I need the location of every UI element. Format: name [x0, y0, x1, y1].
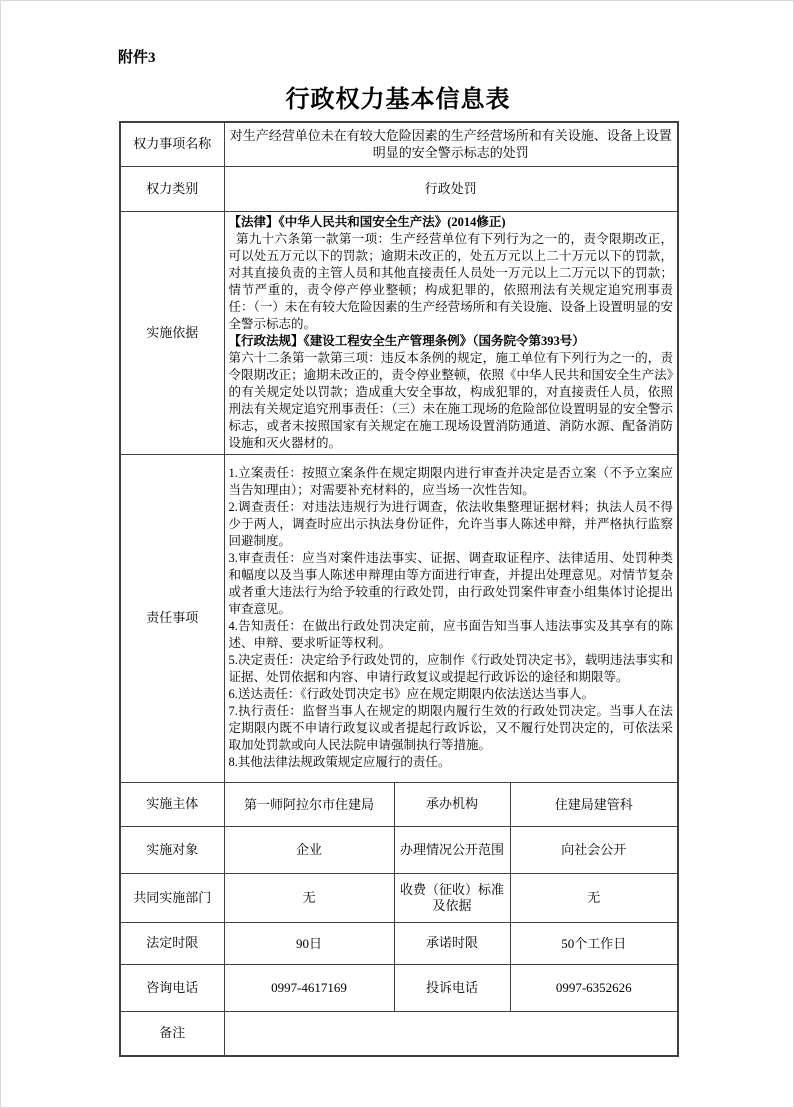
joint-departments-label: 共同实施部门 [120, 873, 224, 922]
promised-time-limit-label: 承诺时限 [394, 922, 510, 964]
power-category-value: 行政处罚 [224, 166, 678, 211]
responsibility-label: 责任事项 [120, 454, 224, 782]
statutory-time-limit-label: 法定时限 [120, 922, 224, 964]
fee-standard-label: 收费（征收）标准及依据 [394, 873, 510, 922]
power-name-row [120, 122, 678, 166]
regulation-heading: 【行政法规】《建设工程安全生产管理条例》（国务院令第393号） [228, 333, 585, 348]
undertaking-agency-value: 住建局建管科 [510, 782, 678, 826]
implementation-basis-value [224, 211, 678, 454]
implementation-target-label: 实施对象 [120, 826, 224, 873]
responsibility-item-1: 1.立案责任：按照立案条件在规定期限内进行审查并决定是否立案（不予立案应当告知理由）；对需要补充材料的，应当场一次性告知。 [228, 466, 674, 497]
complaint-phone-value: 0997-6352626 [510, 964, 678, 1011]
joint-departments-value: 无 [224, 873, 394, 922]
implementation-basis-row [120, 211, 678, 454]
consultation-phone-row [120, 964, 678, 1011]
responsibility-item-3: 3.审查责任：应当对案件违法事实、证据、调查取证程序、法律适用、处罚种类和幅度以及当事人陈述申辩理由等方面进行审查，并提出处理意见。对情节复杂或者重大违法行为给予较重的行政处罚，由行政处罚案件审查小组集体讨论提出审查意见。 [228, 551, 674, 616]
remark-label: 备注 [120, 1011, 224, 1056]
responsibility-row [120, 454, 678, 782]
responsibility-item-7: 7.执行责任：监督当事人在规定的期限内履行生效的行政处罚决定。当事人在法定期限内既不申请行政复议或者提起行政诉讼，又不履行处罚决定的，可依法采取加处罚款或向人民法院申请强制执行等措施。 [228, 704, 674, 752]
implementing-body-label: 实施主体 [120, 782, 224, 826]
disclosure-scope-label: 办理情况公开范围 [394, 826, 510, 873]
power-name-value: 对生产经营单位未在有较大危险因素的生产经营场所和有关设施、设备上设置明显的安全警示标志的处罚 [224, 122, 678, 166]
implementing-body-value: 第一师阿拉尔市住建局 [224, 782, 394, 826]
implementing-body-row [120, 782, 678, 826]
implementation-target-value: 企业 [224, 826, 394, 873]
implementation-basis-label: 实施依据 [120, 211, 224, 454]
implementation-target-row [120, 826, 678, 873]
power-category-row [120, 166, 678, 211]
power-category-label: 权力类别 [120, 166, 224, 211]
joint-departments-row [120, 873, 678, 922]
consultation-phone-value: 0997-4617169 [224, 964, 394, 1011]
statutory-time-limit-row [120, 922, 678, 964]
law-provision: 第九十六条第一款第一项：生产经营单位有下列行为之一的，责令限期改正，可以处五万元以下的罚款；逾期未改正的，处五万元以上二十万元以下的罚款，对其直接负责的主管人员和其他直接责任人员处一万元以上二万元以下的罚款；情节严重的，责令停产停业整顿；构成犯罪的，依照刑法有关规定追究刑事责任：（一）未在有较大危险因素的生产经营场所和有关设施、设备上设置明显的安全警示标志的。 [228, 231, 674, 331]
responsibility-item-5: 5.决定责任：决定给予行政处罚的，应制作《行政处罚决定书》，载明违法事实和证据、处罚依据和内容、申请行政复议或提起行政诉讼的途径和期限等。 [228, 653, 674, 684]
complaint-phone-label: 投诉电话 [394, 964, 510, 1011]
regulation-provision: 第六十二条第一款第三项：违反本条例的规定，施工单位有下列行为之一的，责令限期改正；逾期未改正的，责令停业整顿，依照《中华人民共和国安全生产法》的有关规定处以罚款；造成重大安全事故，构成犯罪的，对直接责任人员，依照刑法有关规定追究刑事责任：（三）未在施工现场的危险部位设置明显的安全警示标志，或者未按照国家有关规定在施工现场设置消防通道、消防水源、配备消防设施和灭火器材的。 [228, 350, 674, 450]
promised-time-limit-value: 50个工作日 [510, 922, 678, 964]
attachment-label: 附件3 [118, 50, 156, 66]
info-table [119, 121, 679, 1057]
fee-standard-value: 无 [510, 873, 678, 922]
consultation-phone-label: 咨询电话 [120, 964, 224, 1011]
responsibility-item-8: 8.其他法律法规政策规定应履行的责任。 [228, 755, 451, 769]
responsibility-item-6: 6.送达责任：《行政处罚决定书》应在规定期限内依法送达当事人。 [228, 687, 595, 701]
remark-value [224, 1011, 678, 1056]
responsibility-item-2: 2.调查责任：对违法违规行为进行调查，依法收集整理证据材料；执法人员不得少于两人，调查时应出示执法身份证件，允许当事人陈述申辩，并严格执行监察回避制度。 [228, 500, 674, 548]
law-heading: 【法律】《中华人民共和国安全生产法》(2014修正) [228, 214, 506, 229]
statutory-time-limit-value: 90日 [224, 922, 394, 964]
responsibility-item-4: 4.告知责任：在做出行政处罚决定前，应书面告知当事人违法事实及其享有的陈述、申辩、要求听证等权利。 [228, 619, 674, 650]
remark-row [120, 1011, 678, 1056]
responsibility-value [224, 454, 678, 782]
disclosure-scope-value: 向社会公开 [510, 826, 678, 873]
undertaking-agency-label: 承办机构 [394, 782, 510, 826]
page-title: 行政权力基本信息表 [285, 87, 511, 113]
power-name-label: 权力事项名称 [120, 122, 224, 166]
